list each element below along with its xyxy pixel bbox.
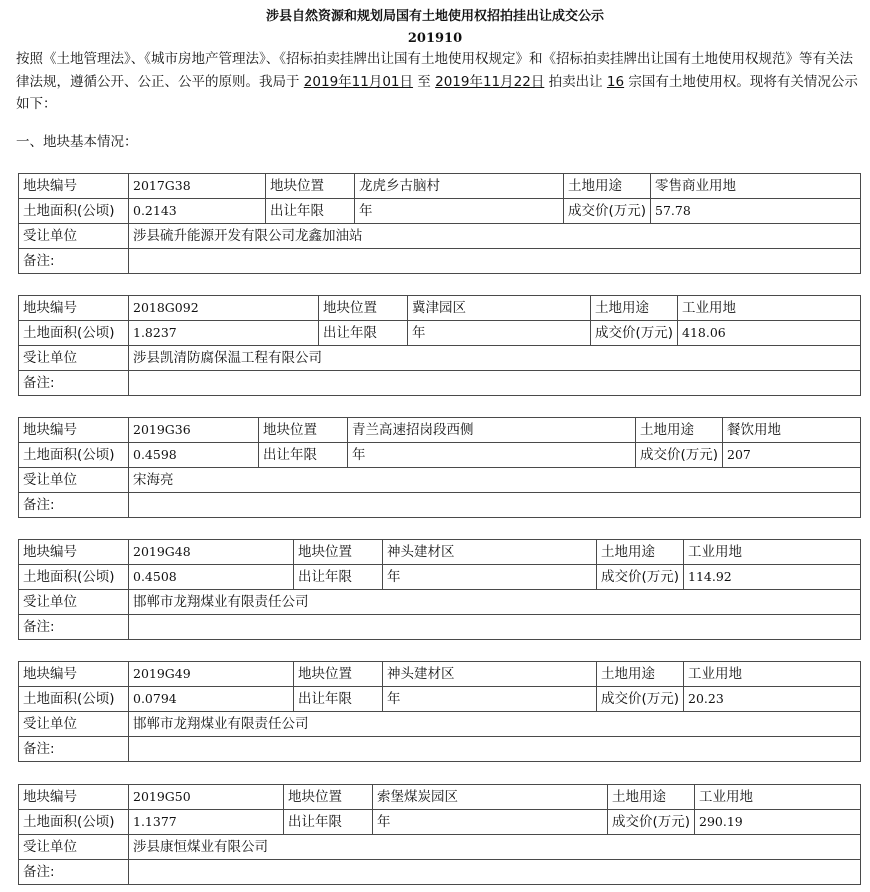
table-row <box>19 443 861 468</box>
label-grantee: 受让单位 <box>19 468 129 493</box>
label-parcel-no: 地块编号 <box>19 540 129 565</box>
table-row <box>19 662 861 687</box>
label-area: 土地面积(公顷) <box>19 565 129 590</box>
label-price: 成交价(万元) <box>636 443 723 468</box>
label-parcel-no: 地块编号 <box>19 418 129 443</box>
label-location: 地块位置 <box>294 662 383 687</box>
table-row <box>19 296 861 321</box>
remark-value <box>129 249 861 274</box>
price-value: 207 <box>723 443 861 468</box>
parcel-no-value: 2019G48 <box>129 540 294 565</box>
grantee-value: 涉县凯清防腐保温工程有限公司 <box>129 346 861 371</box>
remark-value <box>129 371 861 396</box>
parcel-no-value: 2019G36 <box>129 418 259 443</box>
land-use-value: 工业用地 <box>678 296 861 321</box>
area-value: 0.4598 <box>129 443 259 468</box>
grantee-value: 邯郸市龙翔煤业有限责任公司 <box>129 590 861 615</box>
price-value: 57.78 <box>651 199 861 224</box>
table-row <box>19 371 861 396</box>
label-parcel-no: 地块编号 <box>19 174 129 199</box>
intro-text-1: 按照《土地管理法》、《城市房地产管理法》、《招标拍卖挂牌出让国有土地使用权规定》和《招标拍卖挂牌出让国有土地使用权规范》等有关法律法规，遵循公开、公正、公平的原则。我局于 <box>16 51 853 90</box>
grantee-value: 涉县硫升能源开发有限公司龙鑫加油站 <box>129 224 861 249</box>
parcel-no-value: 2019G50 <box>129 785 284 810</box>
label-price: 成交价(万元) <box>597 565 684 590</box>
parcel-table <box>18 539 861 640</box>
label-term: 出让年限 <box>319 321 408 346</box>
label-grantee: 受让单位 <box>19 224 129 249</box>
label-area: 土地面积(公顷) <box>19 687 129 712</box>
label-remark: 备注: <box>19 860 129 885</box>
area-value: 0.2143 <box>129 199 266 224</box>
label-area: 土地面积(公顷) <box>19 199 129 224</box>
remark-value <box>129 860 861 885</box>
label-land-use: 土地用途 <box>636 418 723 443</box>
table-row <box>19 249 861 274</box>
end-date: 2019年11月22日 <box>435 73 545 90</box>
price-value: 114.92 <box>684 565 861 590</box>
label-grantee: 受让单位 <box>19 346 129 371</box>
label-grantee: 受让单位 <box>19 835 129 860</box>
table-row <box>19 493 861 518</box>
term-value: 年 <box>373 810 608 835</box>
label-parcel-no: 地块编号 <box>19 296 129 321</box>
label-location: 地块位置 <box>284 785 373 810</box>
label-parcel-no: 地块编号 <box>19 662 129 687</box>
label-price: 成交价(万元) <box>591 321 678 346</box>
section-heading: 一、地块基本情况： <box>16 134 138 150</box>
label-land-use: 土地用途 <box>591 296 678 321</box>
label-area: 土地面积(公顷) <box>19 443 129 468</box>
table-row <box>19 737 861 762</box>
location-value: 索堡煤炭园区 <box>373 785 608 810</box>
location-value: 神头建材区 <box>383 662 597 687</box>
label-area: 土地面积(公顷) <box>19 321 129 346</box>
label-land-use: 土地用途 <box>597 540 684 565</box>
area-value: 0.0794 <box>129 687 294 712</box>
intro-paragraph <box>16 48 861 116</box>
label-land-use: 土地用途 <box>564 174 651 199</box>
parcel-table <box>18 417 861 518</box>
table-row <box>19 712 861 737</box>
page-title: 涉县自然资源和规划局国有土地使用权招拍挂出让成交公示 <box>265 9 604 24</box>
label-location: 地块位置 <box>294 540 383 565</box>
intro-text-2: 至 <box>413 73 436 90</box>
price-value: 290.19 <box>695 810 861 835</box>
label-remark: 备注: <box>19 615 129 640</box>
term-value: 年 <box>408 321 591 346</box>
location-value: 青兰高速招岗段西侧 <box>348 418 636 443</box>
label-grantee: 受让单位 <box>19 712 129 737</box>
table-row <box>19 540 861 565</box>
land-use-value: 工业用地 <box>684 662 861 687</box>
table-row <box>19 615 861 640</box>
grantee-value: 宋海亮 <box>129 468 861 493</box>
label-land-use: 土地用途 <box>597 662 684 687</box>
label-location: 地块位置 <box>266 174 355 199</box>
table-row <box>19 199 861 224</box>
label-price: 成交价(万元) <box>564 199 651 224</box>
start-date: 2019年11月01日 <box>303 73 414 90</box>
page-subtitle: 201910 <box>407 31 463 46</box>
parcel-no-value: 2017G38 <box>129 174 266 199</box>
label-area: 土地面积(公顷) <box>19 810 129 835</box>
table-row <box>19 346 861 371</box>
table-row <box>19 590 861 615</box>
remark-value <box>129 737 861 762</box>
price-value: 20.23 <box>684 687 861 712</box>
parcel-count: 16 <box>606 73 625 90</box>
price-value: 418.06 <box>678 321 861 346</box>
table-row <box>19 224 861 249</box>
area-value: 1.1377 <box>129 810 284 835</box>
label-remark: 备注: <box>19 493 129 518</box>
land-use-value: 餐饮用地 <box>723 418 861 443</box>
table-row <box>19 321 861 346</box>
term-value: 年 <box>383 687 597 712</box>
table-row <box>19 418 861 443</box>
label-location: 地块位置 <box>259 418 348 443</box>
intro-text-3: 拍卖出让 <box>544 73 607 90</box>
parcel-table <box>18 784 861 885</box>
label-term: 出让年限 <box>284 810 373 835</box>
label-location: 地块位置 <box>319 296 408 321</box>
label-price: 成交价(万元) <box>608 810 695 835</box>
area-value: 0.4508 <box>129 565 294 590</box>
table-row <box>19 565 861 590</box>
table-row <box>19 860 861 885</box>
land-use-value: 工业用地 <box>695 785 861 810</box>
table-row <box>19 174 861 199</box>
table-row <box>19 835 861 860</box>
land-use-value: 零售商业用地 <box>651 174 861 199</box>
area-value: 1.8237 <box>129 321 319 346</box>
location-value: 冀津园区 <box>408 296 591 321</box>
table-row <box>19 810 861 835</box>
label-remark: 备注: <box>19 371 129 396</box>
label-term: 出让年限 <box>259 443 348 468</box>
label-remark: 备注: <box>19 249 129 274</box>
label-term: 出让年限 <box>294 565 383 590</box>
term-value: 年 <box>383 565 597 590</box>
remark-value <box>129 615 861 640</box>
term-value: 年 <box>348 443 636 468</box>
label-parcel-no: 地块编号 <box>19 785 129 810</box>
label-term: 出让年限 <box>294 687 383 712</box>
label-remark: 备注: <box>19 737 129 762</box>
parcel-no-value: 2018G092 <box>129 296 319 321</box>
intro-text-4: 宗国有土地使用权。现将有关情况公示如下： <box>16 73 858 112</box>
location-value: 龙虎乡古脑村 <box>355 174 564 199</box>
remark-value <box>129 493 861 518</box>
land-use-value: 工业用地 <box>684 540 861 565</box>
location-value: 神头建材区 <box>383 540 597 565</box>
label-price: 成交价(万元) <box>597 687 684 712</box>
table-row <box>19 468 861 493</box>
table-row <box>19 687 861 712</box>
parcel-table <box>18 173 861 274</box>
parcel-table <box>18 661 861 762</box>
grantee-value: 涉县康恒煤业有限公司 <box>129 835 861 860</box>
label-term: 出让年限 <box>266 199 355 224</box>
grantee-value: 邯郸市龙翔煤业有限责任公司 <box>129 712 861 737</box>
parcel-no-value: 2019G49 <box>129 662 294 687</box>
table-row <box>19 785 861 810</box>
parcel-table <box>18 295 861 396</box>
term-value: 年 <box>355 199 564 224</box>
label-grantee: 受让单位 <box>19 590 129 615</box>
label-land-use: 土地用途 <box>608 785 695 810</box>
